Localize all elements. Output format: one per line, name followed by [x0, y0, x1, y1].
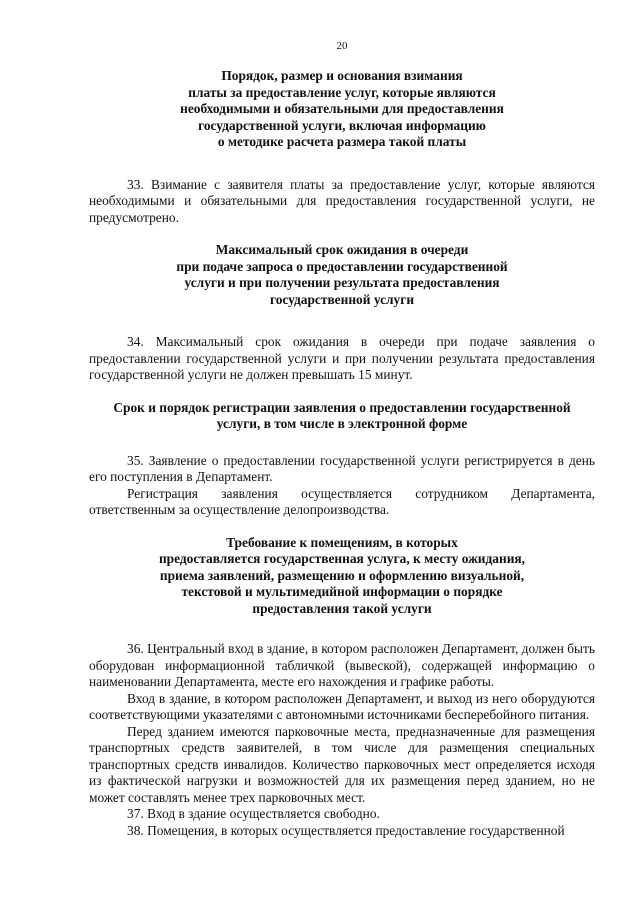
- section-heading-fees: [89, 68, 595, 151]
- heading-line: государственной услуги: [269, 291, 415, 307]
- section-heading-premises: [89, 535, 595, 618]
- document-page: [89, 40, 595, 839]
- heading-line: приема заявлений, размещению и оформлению визуальной,: [159, 567, 525, 583]
- heading-line: государственной услуги, включая информацию: [198, 117, 486, 133]
- heading-line: Срок и порядок регистрации заявления о предоставлении государственной: [113, 399, 571, 415]
- paragraph-33: 33. Взимание с заявителя платы за предоставление услуг, которые являются необходимыми и обязательными для предоставления государственной услуги, не предусмотрено.: [89, 176, 595, 225]
- paragraph-36: 36. Центральный вход в здание, в котором расположен Департамент, должен быть оборудован информационной табличкой (вывеской), содержащей информацию о наименовании Департамента, месте его нахождения и графике работы.: [89, 641, 595, 689]
- heading-line: Максимальный срок ожидания в очереди: [215, 242, 469, 257]
- heading-line: Порядок, размер и основания взимания: [221, 68, 463, 83]
- paragraph-35: 35. Заявление о предоставлении государственной услуги регистрируется в день его поступления в Департамент.: [89, 452, 595, 484]
- heading-line: текстовой и мультимедийной информации о порядке: [181, 584, 503, 599]
- section-heading-waiting-time: [89, 242, 595, 308]
- page-number: 20: [336, 40, 348, 52]
- paragraph-34: 34. Максимальный срок ожидания в очереди при подаче заявления о предоставлении государственной услуги и при получении результата предоставления государственной услуги не должен превышать 15 минут.: [89, 334, 595, 382]
- heading-line: необходимыми и обязательными для предоставления: [180, 101, 504, 116]
- paragraph-entrance: Вход в здание, в котором расположен Департамент, и выход из него оборудуются соответствующими указателями с автономными источниками бесперебойного питания.: [89, 690, 595, 722]
- paragraph-registration: Регистрация заявления осуществляется сотрудником Департамента, ответственным за осуществление делопроизводства.: [89, 485, 595, 517]
- heading-line: платы за предоставление услуг, которые являются: [188, 84, 496, 100]
- heading-line: услуги и при получении результата предоставления: [184, 275, 500, 290]
- heading-line: Требование к помещениям, в которых: [226, 534, 458, 550]
- paragraph-parking: Перед зданием имеются парковочные места, предназначенные для размещения транспортных средств заявителей, в том числе для размещения специальных транспортных средств инвалидов. Количество парковочных мест определяется исходя из фактической нагрузки и возможностей для их размещения перед зданием, но не может составлять менее трех парковочных мест.: [89, 723, 595, 805]
- paragraph-38: 38. Помещения, в которых осуществляется предоставление государственной: [127, 822, 565, 838]
- heading-line: предоставляется государственная услуга, к месту ожидания,: [158, 551, 526, 566]
- paragraph-37: 37. Вход в здание осуществляется свободно.: [127, 806, 380, 821]
- heading-line: при подаче запроса о предоставлении государственной: [176, 258, 508, 274]
- heading-line: предоставления такой услуги: [252, 600, 432, 616]
- section-heading-registration: [89, 400, 595, 433]
- heading-line: услуги, в том числе в электронной форме: [216, 416, 468, 431]
- heading-line: о методике расчета размера такой платы: [217, 134, 467, 149]
